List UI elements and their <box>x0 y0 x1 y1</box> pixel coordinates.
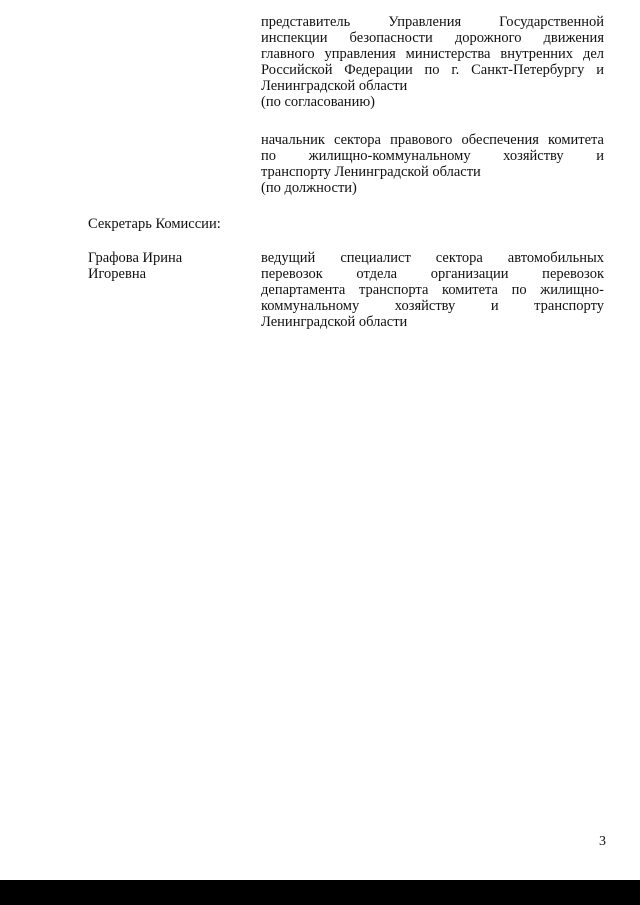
text-line: департамента транспорта комитета по жилищно- <box>261 282 604 298</box>
text-line: транспорту Ленинградской области <box>261 164 481 180</box>
text-line: представитель Управления Государственной <box>261 14 604 30</box>
secretary-heading: Секретарь Комиссии: <box>88 216 221 232</box>
page-number: 3 <box>599 834 606 849</box>
text-line: перевозок отдела организации перевозок <box>261 266 604 282</box>
text-line: по жилищно-коммунальному хозяйству и <box>261 148 604 164</box>
member-gibdd-note: (по согласованию) <box>261 94 375 110</box>
scan-border <box>0 880 640 905</box>
secretary-name-line: Игоревна <box>88 266 147 282</box>
secretary-name-line: Графова Ирина <box>88 250 183 266</box>
member-legal-description <box>261 132 604 196</box>
text-line: главного управления министерства внутренних дел <box>261 46 604 62</box>
text-line: Ленинградской области <box>261 314 408 330</box>
member-gibdd-description <box>261 14 604 110</box>
text-line: Ленинградской области <box>261 78 408 94</box>
text-line: коммунальному хозяйству и транспорту <box>261 298 604 314</box>
member-legal-note: (по должности) <box>261 180 357 196</box>
secretary-name <box>88 250 238 282</box>
text-line: Российской Федерации по г. Санкт-Петербургу и <box>261 62 604 78</box>
text-line: ведущий специалист сектора автомобильных <box>261 250 604 266</box>
text-line: инспекции безопасности дорожного движения <box>261 30 604 46</box>
text-line: начальник сектора правового обеспечения комитета <box>261 132 604 148</box>
secretary-position <box>261 250 604 330</box>
